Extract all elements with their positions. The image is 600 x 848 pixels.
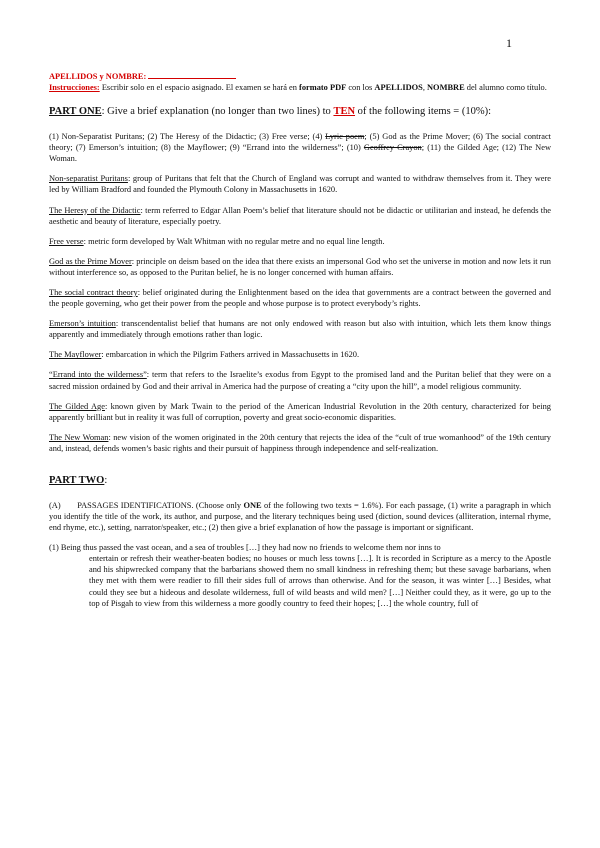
section-a-rest: of the following two texts = 1.6%). For each passage, (1) write a paragraph in which you identify the title of the work, its author, and purpose, and the literary techniques being used (diction, sound devices (alliteration, internal rhyme, end rhyme, etc.), setting, narrator/speaker, etc.; (2) then give a brief explanation of how the passage is important or significant.	[49, 500, 551, 533]
definition-text: : principle on deism based on the idea that there exists an impersonal God who set the universe in motion and now lets it run without interference so, as opposed to the Puritan belief, he is no longer concerned with human affairs.	[49, 256, 551, 277]
items-struck-lyric-poem: Lyric poem	[325, 132, 365, 142]
passage-number: (1)	[49, 543, 59, 553]
definition	[49, 173, 551, 195]
definition	[49, 256, 551, 278]
passage-first-line: Being thus passed the vast ocean, and a sea of troubles […] they had now no friends to welcome them nor inns to	[58, 543, 441, 553]
items-text-c: ; (11) the Gilded Age; (12) The New Woman.	[49, 143, 551, 164]
items-text-a: (1) Non-Separatist Puritans; (2) The Heresy of the Didactic; (3) Free verse; (4)	[49, 132, 326, 142]
definition	[49, 401, 551, 423]
definition-term: The New Woman	[49, 432, 109, 442]
definition-term: God as the Prime Mover	[49, 256, 132, 266]
part-two-heading	[49, 474, 551, 488]
part-two-title: PART TWO	[49, 475, 105, 487]
part-one-ten: TEN	[333, 106, 356, 118]
definition-term: Non-separatist Puritans	[49, 174, 128, 184]
definition	[49, 349, 551, 360]
definition-term: Emerson’s intuition	[49, 319, 116, 329]
definition-term: The Mayflower	[49, 350, 102, 360]
definition-term: The social contract theory	[49, 287, 138, 297]
name-label: APELLIDOS y NOMBRE:	[49, 72, 147, 81]
definition	[49, 236, 551, 247]
definition	[49, 287, 551, 309]
definition-text: : known given by Mark Twain to the period of the American Industrial Revolution in the 20th century, characterized for being apparently brilliant but in reality it was full of corruption, poverty and great socio-economic disparities.	[49, 401, 551, 422]
definition-text: : embarcation in which the Pilgrim Fathers arrived in Massachusetts in 1620.	[101, 350, 360, 360]
passage-1-continued	[49, 553, 551, 608]
definition-text: : term referred to Edgar Allan Poem’s belief that literature should not be didactic or utilitarian and instead, he defends the aesthetic and beauty of literature, especially poetry.	[49, 205, 551, 226]
page-number: 1	[506, 36, 512, 50]
instructions-label: Instrucciones:	[49, 83, 100, 93]
definition-text: : transcendentalist belief that humans are not only endowed with reason but also with intuition, which lets them know things apparently and immediately through emotions rather than logic.	[49, 319, 551, 340]
part-one-heading	[49, 105, 551, 119]
definition-term: The Gilded Age	[49, 401, 105, 411]
part-one-tail: of the following items = (10%):	[355, 106, 492, 118]
instructions-text-3: ,	[422, 83, 427, 93]
part-one-lead: : Give a brief explanation (no longer than two lines) to	[101, 106, 334, 118]
definition-term: Free verse	[49, 236, 84, 246]
part-one-items	[49, 131, 551, 164]
instructions-text-2: con los	[346, 83, 375, 93]
definition-text: : metric form developed by Walt Whitman with no regular metre and no equal line length.	[83, 236, 385, 246]
document-content	[49, 70, 551, 609]
section-a-label: (A)	[49, 500, 61, 510]
passages-instructions	[49, 500, 551, 533]
part-one-title: PART ONE	[49, 106, 102, 118]
definition-text: : belief originated during the Enlightenment based on the idea that governments are a contract between the governed and the people governing, who get their power from the people and whose purpose is to protect everybody’s rights.	[49, 287, 551, 309]
definition-text: : new vision of the women originated in the 20th century that rejects the idea of the “cult of true womanhood” of the 19th century and, instead, defends women’s basic rights and their pursuit of happiness through independence and self-realization.	[49, 432, 551, 453]
passage-1	[49, 542, 551, 553]
items-struck-geoffrey-crayon: Geoffrey Crayon	[363, 143, 422, 153]
name-blank[interactable]	[148, 70, 236, 79]
part-two-colon: :	[104, 475, 108, 487]
definition	[49, 205, 551, 227]
name-line	[49, 70, 551, 82]
definition-text: : group of Puritans that felt that the Church of England was corrupt and wanted to withdraw themselves from it. They were led by William Bradford and founded the Plymouth Colony in Massachusetts in 1620.	[49, 174, 551, 195]
instructions-format: formato PDF	[299, 83, 347, 93]
section-a-one: ONE	[243, 500, 262, 510]
instructions-name: NOMBRE	[427, 83, 465, 93]
items-text-b: ; (5) God as the Prime Mover; (6) The social contract theory; (7) Emerson’s intuition; (8) the Mayflower; (9) “Errand into the wilderness”; (10)	[49, 132, 551, 153]
definition-term: “Errand into the wilderness”	[49, 370, 147, 380]
definition	[49, 369, 551, 391]
instructions-surnames: APELLIDOS	[374, 83, 423, 93]
section-a-heading: PASSAGES IDENTIFICATIONS. (Choose only	[77, 500, 244, 510]
definition	[49, 318, 551, 340]
instructions	[49, 82, 551, 93]
instructions-text-1: Escribir solo en el espacio asignado. El examen se hará en	[99, 83, 300, 93]
definition	[49, 432, 551, 454]
instructions-text-4: del alumno como título.	[464, 83, 547, 93]
definition-text: : term that refers to the Israelite’s exodus from Egypt to the promised land and the Puritan belief that they were on a sacred mission ordained by God and their arrival in America had the purpose of creating a “city upon the hill”, a model religious community.	[49, 370, 551, 391]
definition-term: The Heresy of the Didactic	[49, 205, 141, 215]
passage-text: entertain or refresh their weather-beaten bodies; no houses or much less towns […]. It is recorded in Scripture as a mercy to the Apostle and his shipwrecked company that the barbarians showed them no small kindness in refreshing them; but these savage barbarians, when they met with them were readier to fill their sides full of arrows than otherwise. And for the season, it was winter […] Besides, what could they see but a hideous and desolate wilderness, full of wild beasts and wild men? […] Neither could they, as it were, go up to the top of Pisgah to view from this wilderness a more goodly country to feed their hopes; […] the whole country, full of	[89, 554, 551, 608]
